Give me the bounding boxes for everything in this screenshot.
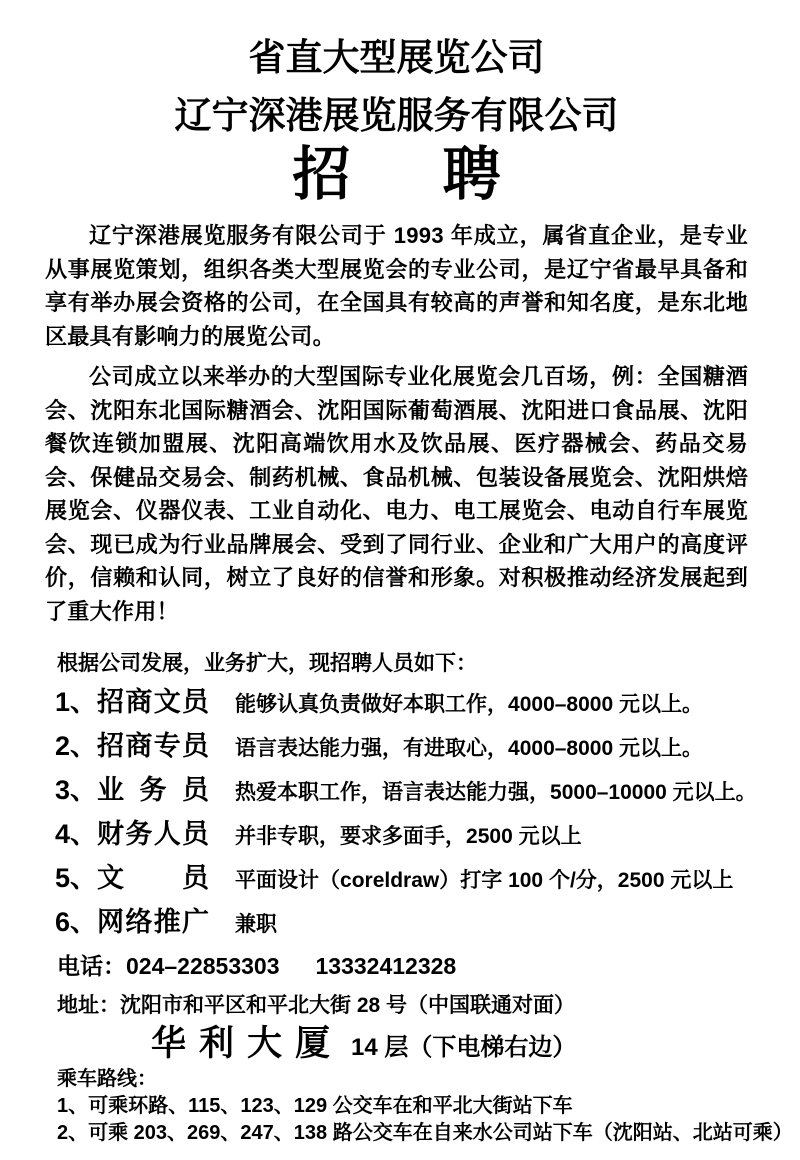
job-description: 热爱本职工作，语言表达能力强，5000–10000 元以上。	[235, 781, 757, 804]
job-description: 语言表达能力强，有进取心，4000–8000 元以上。	[235, 737, 703, 760]
building-name: 华利大厦	[151, 1024, 344, 1063]
job-number: 4、	[55, 819, 98, 849]
phone-line	[45, 951, 748, 981]
exhibition-history-paragraph: 公司成立以来举办的大型国际专业化展览会几百场，例：全国糖酒会、沈阳东北国际糖酒会、沈阳国际葡萄酒展、沈阳进口食品展、沈阳餐饮连锁加盟展、沈阳高端饮用水及饮品展、医疗器械会、药品交易会、保健品交易会、制药机械、食品机械、包装设备展览会、沈阳烘焙展览会、仪器仪表、工业自动化、电力、电工展览会、电动自行车展览会、现已成为行业品牌展会、受到了同行业、企业和广大用户的高度评价，信赖和认同，树立了良好的信誉和形象。对积极推动经济发展起到了重大作用！	[45, 364, 748, 624]
job-description: 能够认真负责做好本职工作，4000–8000 元以上。	[235, 693, 703, 716]
job-list	[45, 687, 757, 938]
job-number: 1、	[55, 687, 98, 717]
job-title: 业务员	[97, 775, 210, 805]
poster-supertitle: 省直大型展览公司	[248, 37, 545, 78]
job-title: 财务人员	[97, 819, 210, 849]
job-item	[45, 907, 748, 938]
job-item	[45, 819, 748, 850]
company-name-title: 辽宁深港展览服务有限公司	[174, 95, 619, 136]
job-title: 招商专员	[97, 731, 210, 761]
hiring-lead-line: 根据公司发展，业务扩大，现招聘人员如下：	[57, 652, 477, 675]
bus-routes-label: 乘车路线：	[57, 1068, 157, 1090]
job-item	[45, 863, 748, 894]
address-line: 地址：沈阳市和平区和平北大街 28 号（中国联通对面）	[57, 994, 576, 1017]
job-description: 并非专职，要求多面手，2500 元以上	[235, 825, 582, 848]
job-description: 兼职	[235, 913, 278, 936]
job-number: 3、	[55, 775, 98, 805]
recruit-heading: 招 聘	[292, 142, 501, 207]
phone-number-primary: 024–22853303	[126, 953, 280, 979]
phone-label: 电话：	[57, 953, 126, 979]
job-description: 平面设计（coreldraw）打字 100 个/分，2500 元以上	[235, 869, 734, 892]
job-title: 文员	[97, 863, 210, 893]
job-title: 招商文员	[97, 687, 210, 717]
job-number: 2、	[55, 731, 98, 761]
phone-number-mobile: 13332412328	[315, 953, 457, 979]
bus-route-1: 1、可乘环路、115、123、129 公交车在和平北大街站下车	[57, 1095, 573, 1117]
building-line	[45, 1024, 748, 1064]
job-item	[45, 731, 748, 762]
job-title: 网络推广	[97, 907, 210, 937]
building-floor-note: 14 层（下电梯右边）	[351, 1034, 577, 1061]
job-number: 6、	[55, 907, 98, 937]
job-number: 5、	[55, 863, 98, 893]
job-item	[45, 775, 757, 806]
bus-route-2: 2、可乘 203、269、247、138 路公交车在自来水公司站下车（沈阳站、北站可乘）	[57, 1122, 793, 1144]
job-item	[45, 687, 748, 718]
company-intro-paragraph: 辽宁深港展览服务有限公司于 1993 年成立，属省直企业，是专业从事展览策划，组织各类大型展览会的专业公司，是辽宁省最早具备和享有举办展会资格的公司，在全国具有较高的声誉和知名度，是东北地区最具有影响力的展览公司。	[45, 223, 748, 349]
